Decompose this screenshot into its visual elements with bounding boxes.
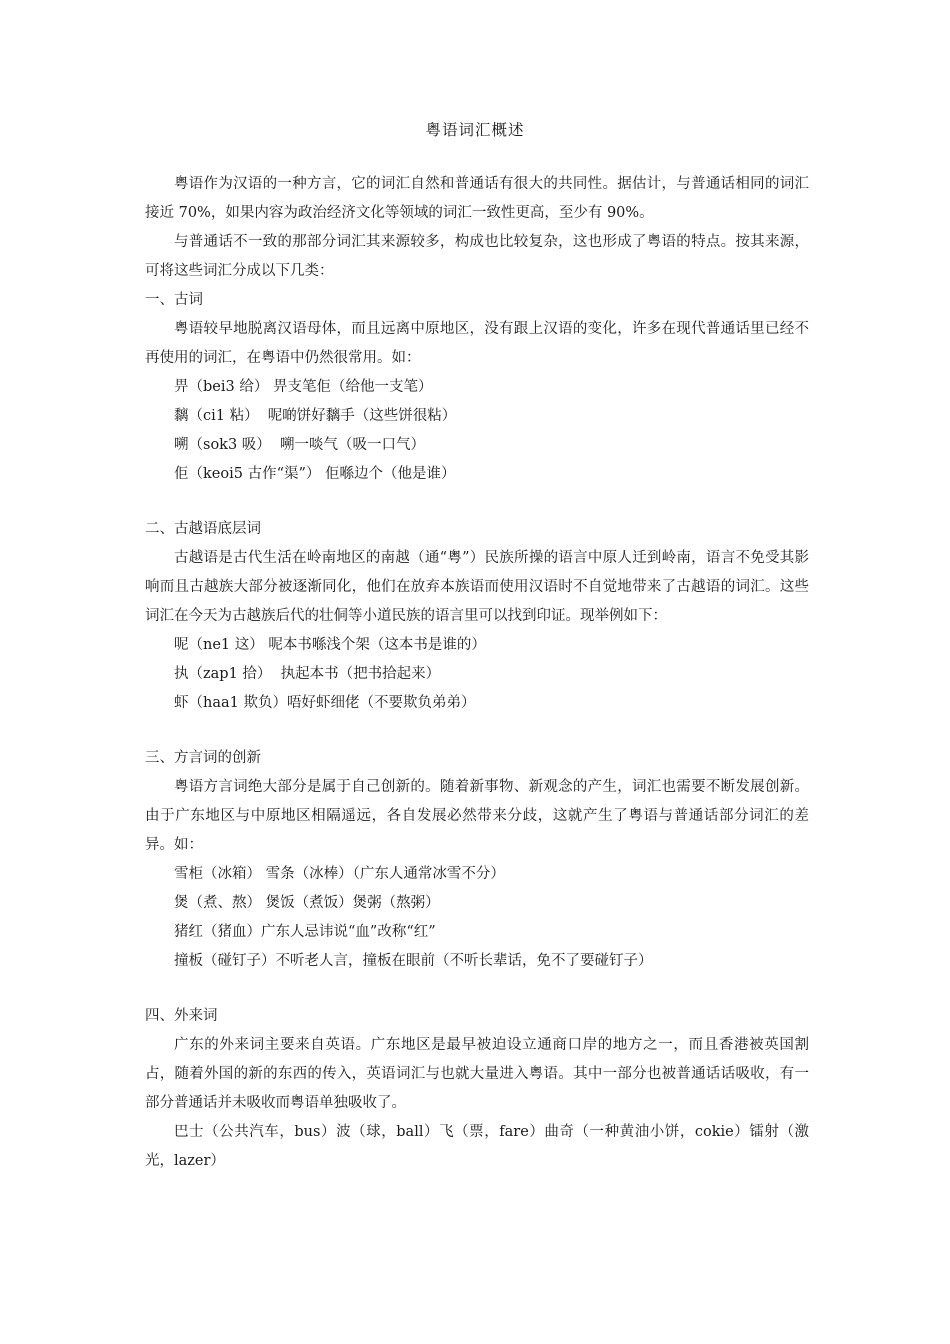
loanword-examples: 巴士（公共汽车，bus）波（球，ball）飞（票，fare）曲奇（一种黄油小饼，cokie）镭射（激光，lazer） — [145, 1124, 809, 1169]
example-line: 执（zap1 拾） 执起本书（把书拾起来） — [174, 666, 441, 682]
example-line: 猪红（猪血）广东人忌讳说“血”改称“红” — [174, 924, 436, 940]
section-heading-ancient-words: 一、古词 — [145, 292, 203, 308]
example-line: 雪柜（冰箱） 雪条（冰棒）（广东人通常冰雪不分） — [174, 866, 505, 882]
example-line: 煲（煮、熬） 煲饭（煮饭）煲粥（熬粥） — [174, 895, 440, 911]
section-spacer — [145, 489, 809, 515]
section-paragraph-loanwords: 广东的外来词主要来自英语。广东地区是最早被迫设立通商口岸的地方之一，而且香港被英国割占，随着外国的新的东西的传入，英语词汇与也就大量进入粤语。其中一部分也被普通话话吸收，有一部分普通话并未吸收而粤语单独吸收了。 — [145, 1037, 809, 1111]
example-line: 虾（haa1 欺负）唔好虾细佬（不要欺负弟弟） — [174, 695, 476, 711]
section-heading-yue-substrate: 二、古越语底层词 — [145, 521, 261, 537]
example-line: 黐（ci1 粘） 呢啲饼好黐手（这些饼很粘） — [174, 408, 457, 424]
example-line: 畀（bei3 给） 畀支笔佢（给他一支笔） — [174, 379, 433, 395]
intro-paragraph-2: 与普通话不一致的那部分词汇其来源较多，构成也比较复杂，这也形成了粤语的特点。按其来源，可将这些词汇分成以下几类： — [145, 234, 809, 279]
example-line: 嗍（sok3 吸） 嗍一啖气（吸一口气） — [174, 437, 426, 453]
example-line: 呢（ne1 这） 呢本书喺浅个架（这本书是谁的） — [174, 637, 486, 653]
document-body — [145, 170, 809, 1176]
intro-paragraph-1: 粤语作为汉语的一种方言，它的词汇自然和普通话有很大的共同性。据估计，与普通话相同的词汇接近 70%，如果内容为政治经济文化等领域的词汇一致性更高，至少有 90%。 — [145, 176, 809, 221]
section-heading-innovation: 三、方言词的创新 — [145, 750, 261, 766]
example-line: 佢（keoi5 古作“渠”） 佢喺边个（他是谁） — [174, 466, 456, 482]
section-heading-loanwords: 四、外来词 — [145, 1008, 218, 1024]
section-paragraph-ancient-words: 粤语较早地脱离汉语母体，而且远离中原地区，没有跟上汉语的变化，许多在现代普通话里已经不再使用的词汇，在粤语中仍然很常用。如： — [145, 321, 809, 366]
section-spacer — [145, 976, 809, 1002]
example-line: 撞板（碰钉子）不听老人言，撞板在眼前（不听长辈话，免不了要碰钉子） — [174, 953, 653, 969]
document-title: 粤语词汇概述 — [425, 121, 525, 139]
section-paragraph-yue-substrate: 古越语是古代生活在岭南地区的南越（通“粤”）民族所操的语言中原人迁到岭南，语言不免受其影响而且古越族大部分被逐渐同化，他们在放弃本族语而使用汉语时不自觉地带来了古越语的词汇。这些词汇在今天为古越族后代的壮侗等小道民族的语言里可以找到印证。现举例如下： — [145, 550, 809, 624]
section-spacer — [145, 718, 809, 744]
section-paragraph-innovation: 粤语方言词绝大部分是属于自己创新的。随着新事物、新观念的产生，词汇也需要不断发展创新。由于广东地区与中原地区相隔遥远，各自发展必然带来分歧，这就产生了粤语与普通话部分词汇的差异。如： — [145, 779, 809, 853]
